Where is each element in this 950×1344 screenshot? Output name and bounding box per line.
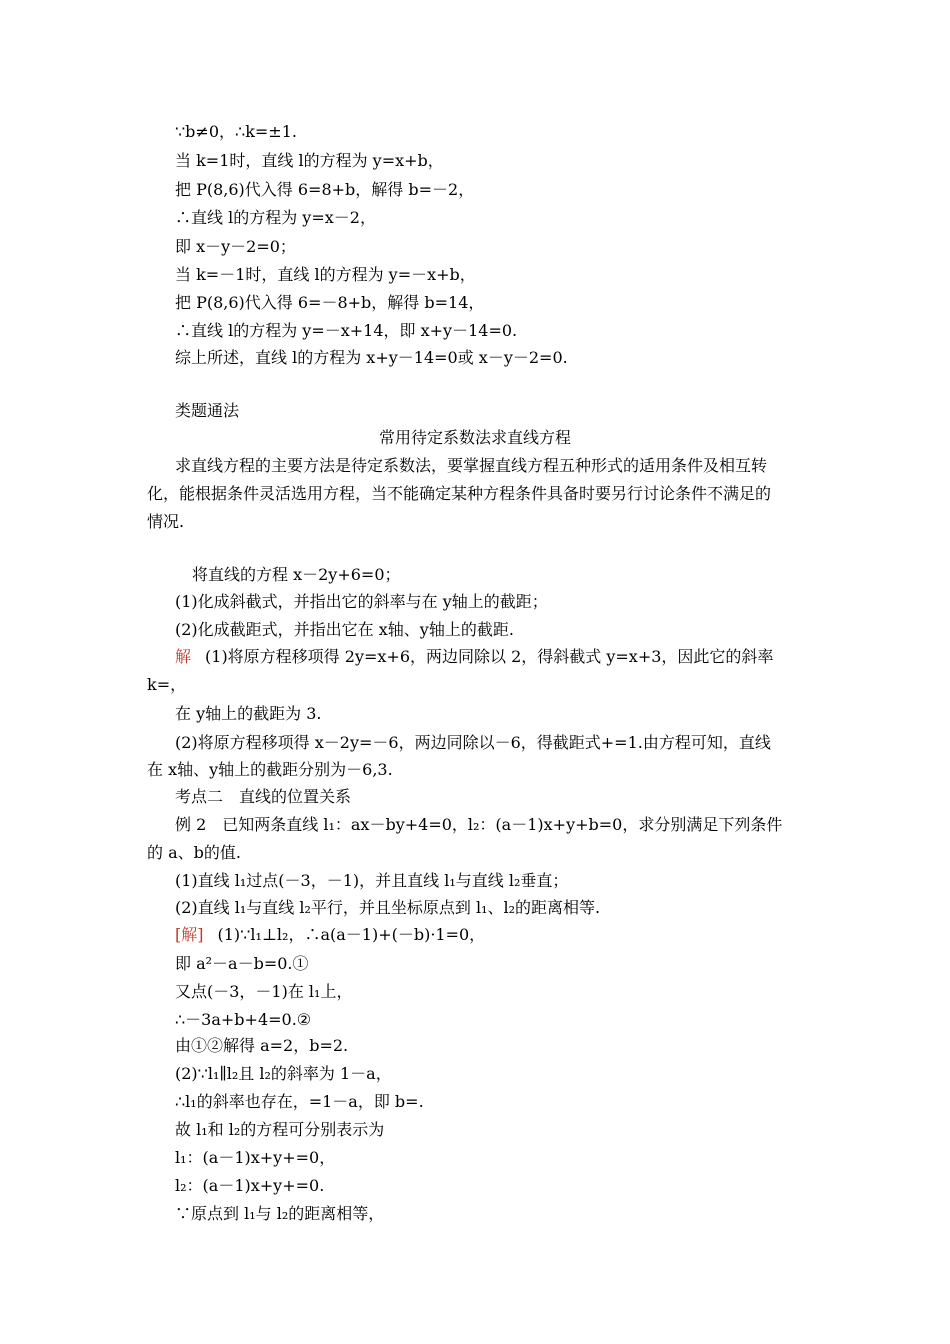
text-line: 由①②解得 a=2，b=2.	[175, 1036, 349, 1055]
paragraph-line: 情况.	[147, 512, 185, 531]
solution-text: (1)∵l₁⊥l₂，∴a(a－1)+(－b)·1=0，	[217, 925, 486, 944]
text-line: l₁：(a－1)x+y+=0，	[175, 1148, 336, 1167]
problem-line: 将直线的方程 x－2y+6=0；	[192, 565, 401, 584]
text-line: 把 P(8,6)代入得 6=8+b，解得 b=－2，	[175, 180, 475, 199]
solution-label: [解]	[175, 925, 204, 944]
text-line: 即 x－y－2=0；	[175, 237, 296, 256]
text-line: ∴－3a+b+4=0.②	[175, 1010, 312, 1029]
text-line: k=，	[147, 675, 187, 694]
solution-line	[175, 925, 485, 945]
text-line: 把 P(8,6)代入得 6=－8+b，解得 b=14，	[175, 293, 485, 312]
text-line: 在 x轴、y轴上的截距分别为－6,3.	[147, 760, 393, 779]
text-line: ∴直线 l的方程为 y=x－2，	[175, 208, 376, 227]
text-line: 当 k=1时，直线 l的方程为 y=x+b，	[175, 151, 444, 170]
example-line: (2)直线 l₁与直线 l₂平行，并且坐标原点到 l₁、l₂的距离相等.	[175, 898, 601, 917]
text-line: 在 y轴上的截距为 3.	[175, 704, 322, 723]
text-line: (2)∵l₁∥l₂且 l₂的斜率为 1－a，	[175, 1064, 392, 1083]
text-line: 当 k=－1时，直线 l的方程为 y=－x+b，	[175, 265, 476, 284]
solution-text: (1)将原方程移项得 2y=x+6，两边同除以 2，得斜截式 y=x+3，因此它的斜率	[205, 647, 774, 666]
example-line: (1)直线 l₁过点(－3，－1)，并且直线 l₁与直线 l₂垂直；	[175, 871, 569, 890]
text-line: ∵b≠0，∴k=±1.	[175, 122, 297, 141]
problem-line: (1)化成斜截式，并指出它的斜率与在 y轴上的截距；	[175, 592, 548, 611]
text-line: ∵原点到 l₁与 l₂的距离相等，	[175, 1204, 385, 1223]
solution-line	[175, 647, 773, 667]
text-line: 又点(－3，－1)在 l₁上，	[175, 982, 353, 1001]
text-line: 即 a²－a－b=0.①	[175, 954, 309, 973]
section-heading: 类题通法	[175, 401, 240, 420]
text-line: (2)将原方程移项得 x－2y=－6，两边同除以－6，得截距式+=1.由方程可知，直线	[175, 733, 771, 752]
text-line: 综上所述，直线 l的方程为 x+y－14=0或 x－y－2=0.	[175, 348, 568, 367]
example-line: 例 2 已知两条直线 l₁：ax－by+4=0，l₂：(a－1)x+y+b=0，求分别满足下列条件	[175, 815, 783, 834]
text-line: ∴l₁的斜率也存在，=1－a，即 b=.	[175, 1092, 424, 1111]
text-line: ∴直线 l的方程为 y=－x+14，即 x+y－14=0.	[175, 321, 518, 340]
paragraph-line: 求直线方程的主要方法是待定系数法，要掌握直线方程五种形式的适用条件及相互转	[175, 456, 768, 475]
text-line: l₂：(a－1)x+y+=0.	[175, 1176, 325, 1195]
problem-line: (2)化成截距式，并指出它在 x轴、y轴上的截距.	[175, 620, 514, 639]
paragraph-line: 化，能根据条件灵活选用方程，当不能确定某种方程条件具备时要另行讨论条件不满足的	[147, 484, 772, 503]
text-line: 故 l₁和 l₂的方程可分别表示为	[175, 1120, 385, 1139]
solution-label: 解	[175, 647, 192, 666]
section-heading: 考点二 直线的位置关系	[175, 787, 352, 806]
example-line: 的 a、b的值.	[147, 843, 241, 862]
section-title: 常用待定系数法求直线方程	[378, 428, 571, 447]
